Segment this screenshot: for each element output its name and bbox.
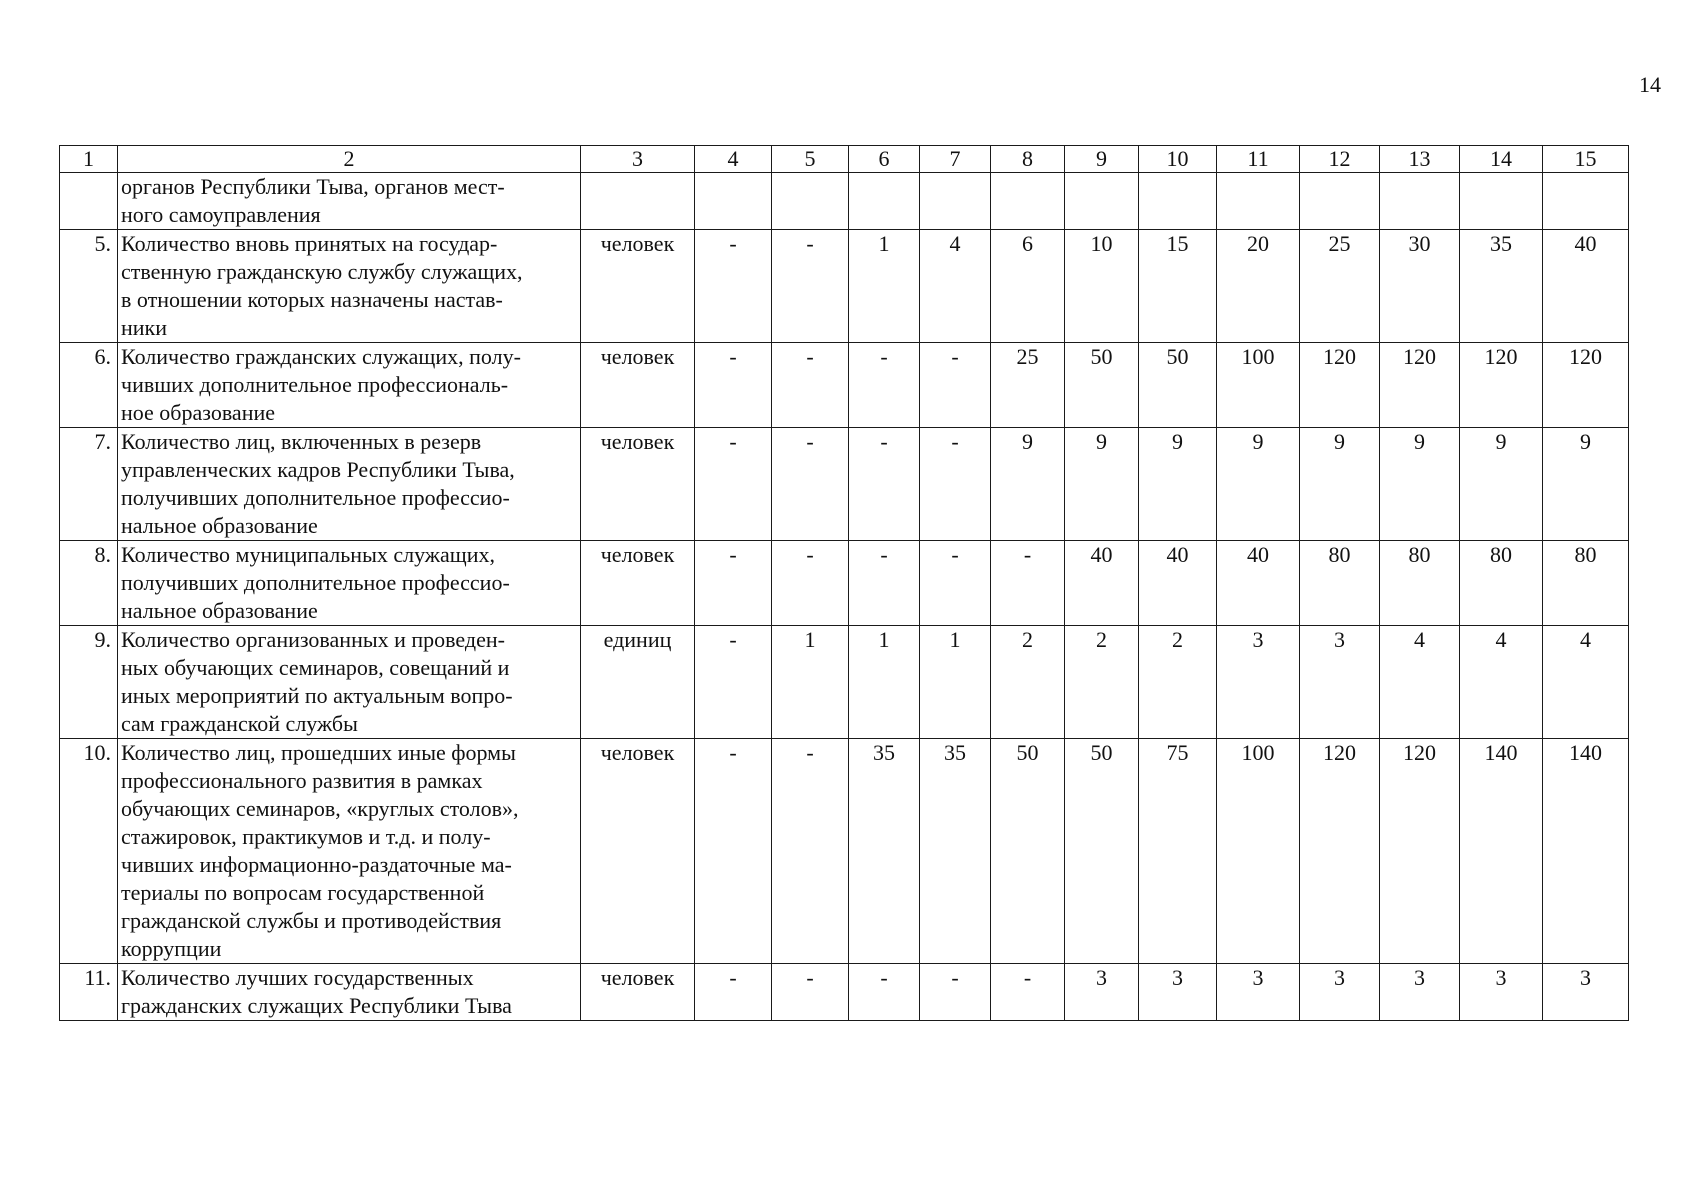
indicator-value: -: [772, 541, 849, 626]
indicator-value: -: [695, 626, 772, 739]
indicator-value: 120: [1380, 739, 1460, 964]
indicator-value: 100: [1217, 739, 1300, 964]
indicator-value: -: [991, 964, 1065, 1021]
indicator-value: 9: [1460, 428, 1543, 541]
indicator-name: Количество лиц, включенных в резерв управленческих кадров Республики Тыва, получивших дополнительное профессио- нальное образование: [118, 428, 581, 541]
indicator-value: 140: [1543, 739, 1629, 964]
unit-of-measure: человек: [581, 739, 695, 964]
indicator-value: [1300, 173, 1380, 230]
indicator-value: 120: [1300, 739, 1380, 964]
column-number-header: 8: [991, 146, 1065, 173]
column-number-header: 15: [1543, 146, 1629, 173]
indicator-value: 9: [1139, 428, 1217, 541]
indicator-value: -: [772, 428, 849, 541]
indicator-value: 140: [1460, 739, 1543, 964]
indicator-value: 35: [920, 739, 991, 964]
indicator-name: Количество лиц, прошедших иные формы профессионального развития в рамках обучающих семинаров, «круглых столов», стажировок, практикумов и т.д. и полу- чивших информационно-раздаточные ма- териалы по вопросам государственной гражданской службы и противодействия коррупции: [118, 739, 581, 964]
indicator-value: -: [695, 230, 772, 343]
indicator-value: 9: [1065, 428, 1139, 541]
indicator-value: 2: [1139, 626, 1217, 739]
indicator-value: -: [991, 541, 1065, 626]
indicator-value: 30: [1380, 230, 1460, 343]
unit-of-measure: единиц: [581, 626, 695, 739]
unit-of-measure: человек: [581, 343, 695, 428]
indicator-value: [920, 173, 991, 230]
column-number-header: 1: [60, 146, 118, 173]
column-number-header: 9: [1065, 146, 1139, 173]
indicator-value: 9: [1217, 428, 1300, 541]
indicator-value: [695, 173, 772, 230]
indicator-value: 3: [1300, 626, 1380, 739]
indicator-value: 4: [1543, 626, 1629, 739]
indicator-value: 9: [1300, 428, 1380, 541]
indicator-value: -: [849, 428, 920, 541]
indicator-value: [772, 173, 849, 230]
column-number-header: 2: [118, 146, 581, 173]
indicator-value: -: [772, 230, 849, 343]
row-number: 9.: [60, 626, 118, 739]
indicator-value: 1: [849, 626, 920, 739]
indicator-value: 80: [1300, 541, 1380, 626]
table-row: [60, 964, 1629, 1021]
indicator-value: 3: [1380, 964, 1460, 1021]
indicator-value: [1380, 173, 1460, 230]
indicator-value: 50: [1065, 343, 1139, 428]
indicator-value: -: [772, 739, 849, 964]
indicator-value: 80: [1380, 541, 1460, 626]
row-number: 8.: [60, 541, 118, 626]
indicator-value: 1: [772, 626, 849, 739]
unit-of-measure: человек: [581, 964, 695, 1021]
indicator-value: -: [920, 964, 991, 1021]
indicator-value: 1: [849, 230, 920, 343]
table-row: [60, 343, 1629, 428]
indicator-value: 9: [1380, 428, 1460, 541]
column-number-header: 6: [849, 146, 920, 173]
indicator-value: 2: [991, 626, 1065, 739]
indicator-value: -: [695, 541, 772, 626]
unit-of-measure: [581, 173, 695, 230]
indicator-value: -: [695, 343, 772, 428]
indicator-value: -: [920, 343, 991, 428]
column-number-header: 11: [1217, 146, 1300, 173]
indicator-value: -: [695, 428, 772, 541]
indicator-value: [1460, 173, 1543, 230]
indicator-value: 4: [1380, 626, 1460, 739]
indicator-value: 35: [1460, 230, 1543, 343]
indicator-value: -: [772, 343, 849, 428]
column-number-header: 5: [772, 146, 849, 173]
table-row: [60, 173, 1629, 230]
indicator-value: 9: [1543, 428, 1629, 541]
indicator-name: Количество организованных и проведен- ных обучающих семинаров, совещаний и иных мероприятий по актуальным вопро- сам гражданской службы: [118, 626, 581, 739]
indicator-value: -: [772, 964, 849, 1021]
column-number-header: 13: [1380, 146, 1460, 173]
indicator-name: Количество гражданских служащих, полу- чивших дополнительное профессиональ- ное образование: [118, 343, 581, 428]
indicator-value: 3: [1065, 964, 1139, 1021]
table-row: [60, 626, 1629, 739]
table-row: [60, 428, 1629, 541]
row-number: [60, 173, 118, 230]
indicator-value: 40: [1139, 541, 1217, 626]
indicator-value: 35: [849, 739, 920, 964]
indicator-value: 40: [1543, 230, 1629, 343]
column-number-header: 3: [581, 146, 695, 173]
row-number: 7.: [60, 428, 118, 541]
column-number-header: 14: [1460, 146, 1543, 173]
indicator-value: -: [920, 541, 991, 626]
indicator-value: -: [695, 739, 772, 964]
indicator-value: 2: [1065, 626, 1139, 739]
indicator-value: 120: [1380, 343, 1460, 428]
indicator-value: 80: [1460, 541, 1543, 626]
indicator-value: -: [849, 343, 920, 428]
unit-of-measure: человек: [581, 541, 695, 626]
table-row: [60, 230, 1629, 343]
indicator-value: 25: [1300, 230, 1380, 343]
indicator-name: Количество лучших государственных гражданских служащих Республики Тыва: [118, 964, 581, 1021]
indicator-value: -: [920, 428, 991, 541]
indicator-value: [1543, 173, 1629, 230]
unit-of-measure: человек: [581, 230, 695, 343]
indicator-name: Количество муниципальных служащих, получивших дополнительное профессио- нальное образование: [118, 541, 581, 626]
indicator-value: 1: [920, 626, 991, 739]
row-number: 5.: [60, 230, 118, 343]
column-number-header: 7: [920, 146, 991, 173]
indicator-value: 3: [1139, 964, 1217, 1021]
indicator-value: 10: [1065, 230, 1139, 343]
column-number-header: 10: [1139, 146, 1217, 173]
indicator-value: 4: [1460, 626, 1543, 739]
indicator-value: -: [695, 964, 772, 1021]
indicators-table: [59, 145, 1629, 1021]
indicator-value: [991, 173, 1065, 230]
indicator-value: 120: [1460, 343, 1543, 428]
indicator-name: Количество вновь принятых на государ- ственную гражданскую службу служащих, в отношении которых назначены настав- ники: [118, 230, 581, 343]
indicator-value: 3: [1300, 964, 1380, 1021]
indicator-value: -: [849, 541, 920, 626]
indicator-value: 3: [1217, 626, 1300, 739]
indicator-value: 120: [1300, 343, 1380, 428]
indicator-value: -: [849, 964, 920, 1021]
indicator-value: 3: [1543, 964, 1629, 1021]
indicator-value: 100: [1217, 343, 1300, 428]
indicator-value: 9: [991, 428, 1065, 541]
indicator-value: 15: [1139, 230, 1217, 343]
indicator-value: 25: [991, 343, 1065, 428]
indicator-value: 3: [1217, 964, 1300, 1021]
indicator-value: 20: [1217, 230, 1300, 343]
row-number: 6.: [60, 343, 118, 428]
column-number-row: [60, 146, 1629, 173]
indicator-value: 50: [1065, 739, 1139, 964]
indicator-value: [1217, 173, 1300, 230]
unit-of-measure: человек: [581, 428, 695, 541]
indicator-value: 3: [1460, 964, 1543, 1021]
indicator-value: 6: [991, 230, 1065, 343]
indicator-value: 50: [1139, 343, 1217, 428]
indicator-value: 80: [1543, 541, 1629, 626]
indicator-value: 40: [1065, 541, 1139, 626]
indicator-value: 4: [920, 230, 991, 343]
indicator-value: 50: [991, 739, 1065, 964]
column-number-header: 12: [1300, 146, 1380, 173]
indicator-value: 40: [1217, 541, 1300, 626]
page-number: 14: [1639, 72, 1661, 97]
row-number: 11.: [60, 964, 118, 1021]
indicator-value: [849, 173, 920, 230]
indicator-value: [1065, 173, 1139, 230]
column-number-header: 4: [695, 146, 772, 173]
row-number: 10.: [60, 739, 118, 964]
indicator-value: 120: [1543, 343, 1629, 428]
indicator-value: 75: [1139, 739, 1217, 964]
indicator-value: [1139, 173, 1217, 230]
table-row: [60, 739, 1629, 964]
table-row: [60, 541, 1629, 626]
indicator-name: органов Республики Тыва, органов мест- ного самоуправления: [118, 173, 581, 230]
